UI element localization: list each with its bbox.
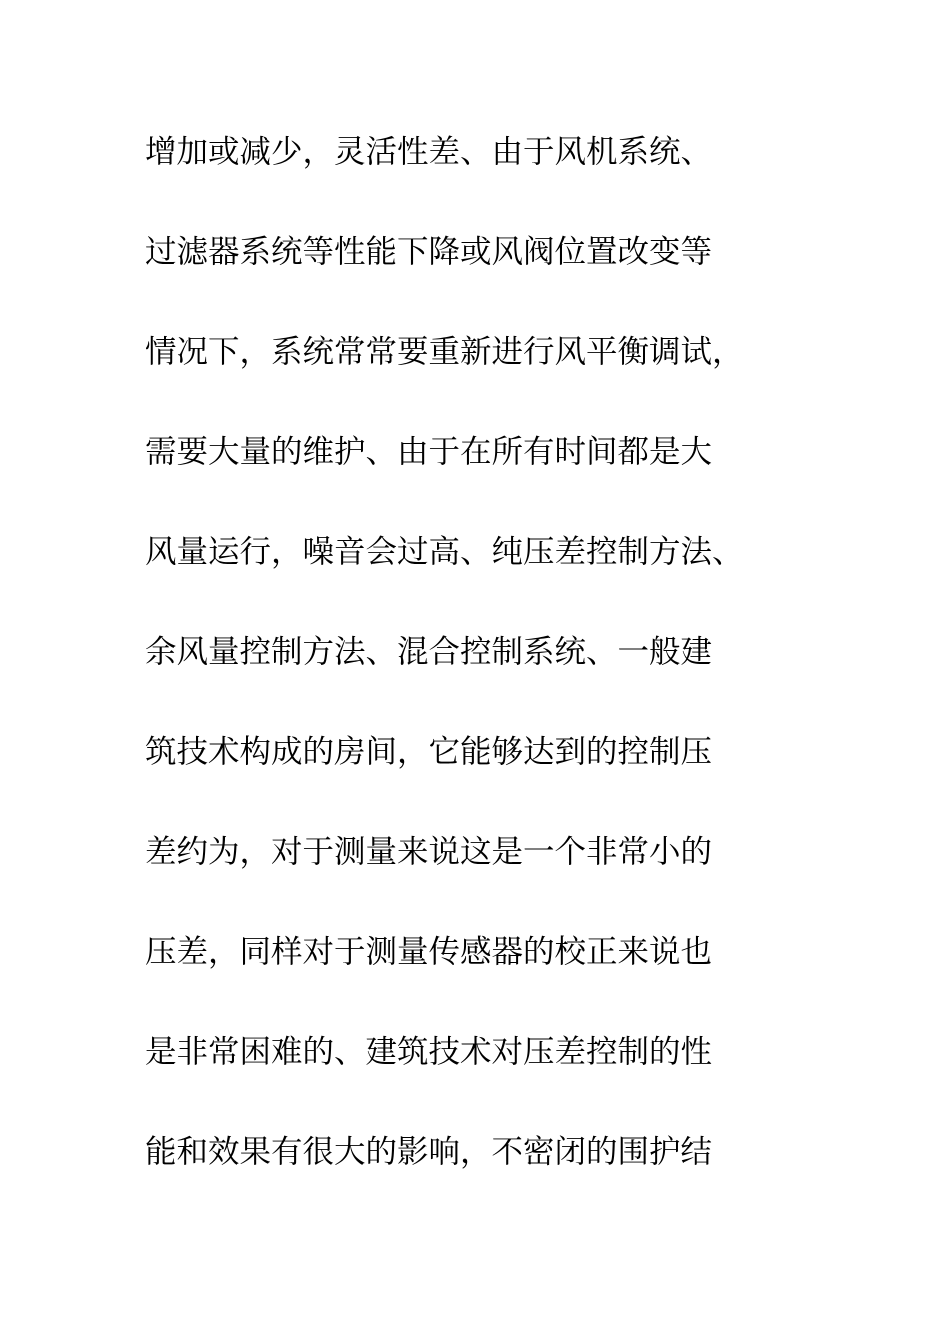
- text-line: 差约为，对于测量来说这是一个非常小的: [145, 834, 713, 870]
- text-line: 是非常困难的、建筑技术对压差控制的性: [145, 1034, 713, 1070]
- body-text: [145, 126, 825, 1226]
- text-line: 需要大量的维护、由于在所有时间都是大: [145, 434, 713, 470]
- text-line: 能和效果有很大的影响，不密闭的围护结: [145, 1134, 713, 1170]
- text-line: 情况下，系统常常要重新进行风平衡调试，: [145, 334, 744, 370]
- text-line: 压差，同样对于测量传感器的校正来说也: [145, 934, 713, 970]
- text-line: 增加或减少，灵活性差、由于风机系统、: [145, 134, 713, 170]
- text-line: 筑技术构成的房间，它能够达到的控制压: [145, 734, 713, 770]
- text-line: 过滤器系统等性能下降或风阀位置改变等: [145, 234, 713, 270]
- text-line: 余风量控制方法、混合控制系统、一般建: [145, 634, 713, 670]
- text-line: 风量运行，噪音会过高、纯压差控制方法、: [145, 534, 744, 570]
